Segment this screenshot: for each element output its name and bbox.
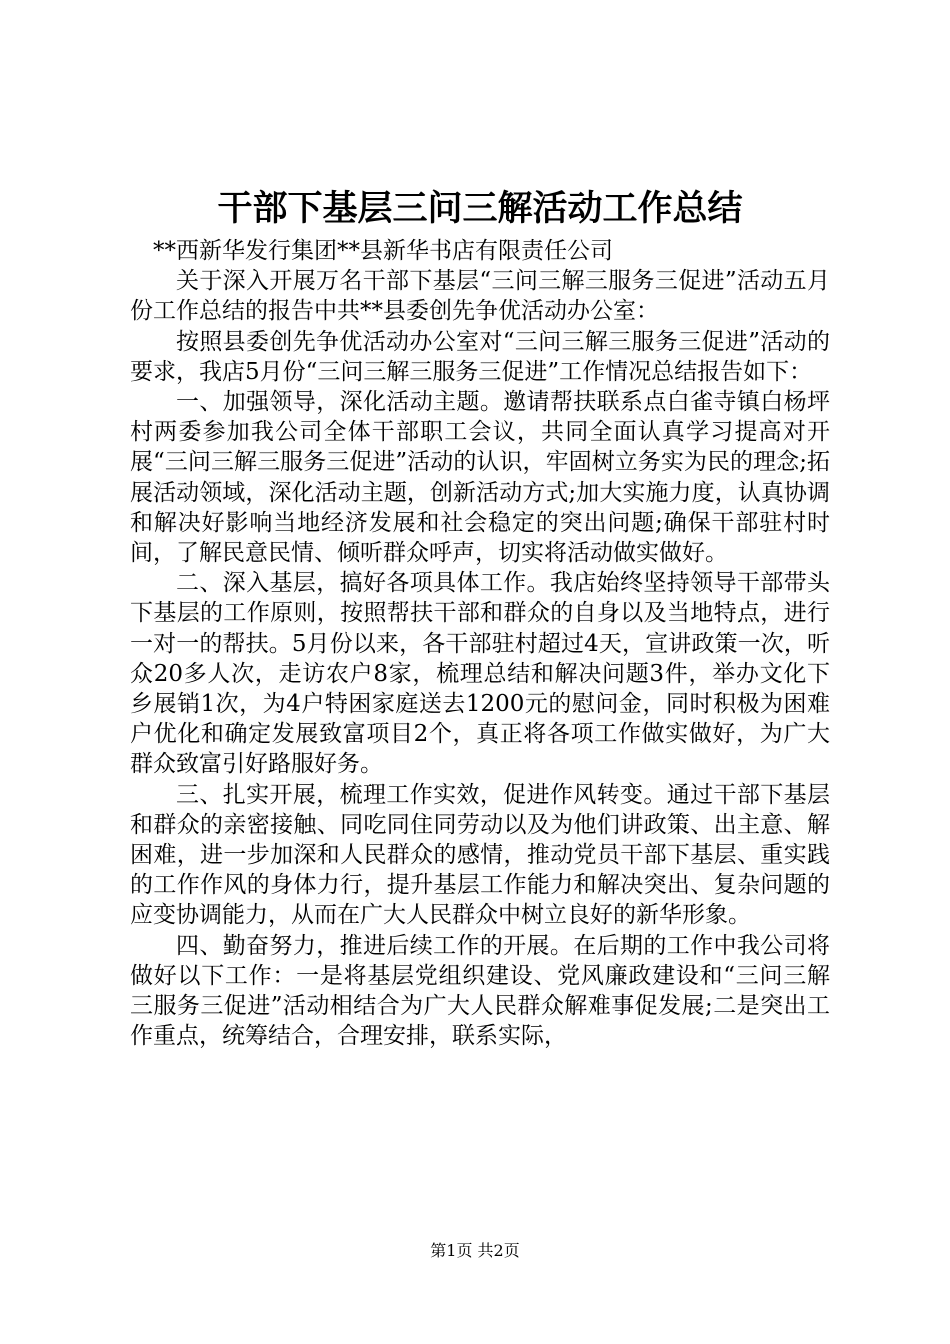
paragraph-report-heading: 关于深入开展万名干部下基层“三问三解三服务三促进”活动五月份工作总结的报告中共**县委创先争优活动办公室： (130, 268, 830, 325)
paragraph-section-3: 三、扎实开展，梳理工作实效，促进作风转变。通过干部下基层和群众的亲密接触、同吃同住同劳动以及为他们讲政策、出主意、解困难，进一步加深和人民群众的感情，推动党员干部下基层、重实践的工作作风的身体力行，提升基层工作能力和解决突出、复杂问题的应变协调能力，从而在广大人民群众中树立良好的新华形象。 (130, 781, 830, 929)
page-footer: 第1页 共2页 (430, 1241, 520, 1260)
document-title: 干部下基层三问三解活动工作总结 (217, 188, 743, 229)
paragraph-section-4: 四、勤奋努力，推进后续工作的开展。在后期的工作中我公司将做好以下工作：一是将基层党组织建设、党风廉政建设和“三问三解三服务三促进”活动相结合为广大人民群众解难事促发展;二是突出工作重点，统筹结合，合理安排，联系实际， (130, 932, 830, 1050)
document-body (130, 236, 830, 1051)
document-page (130, 0, 830, 1344)
paragraph-section-1: 一、加强领导，深化活动主题。邀请帮扶联系点白雀寺镇白杨坪村两委参加我公司全体干部职工会议，共同全面认真学习提高对开展“三问三解三服务三促进”活动的认识，牢固树立务实为民的理念;拓展活动领域，深化活动主题，创新活动方式;加大实施力度，认真协调和解决好影响当地经济发展和社会稳定的突出问题;确保干部驻村时间，了解民意民情、倾听群众呼声，切实将活动做实做好。 (130, 389, 830, 567)
paragraph-intro: 按照县委创先争优活动办公室对“三问三解三服务三促进”活动的要求，我店5月份“三问三解三服务三促进”工作情况总结报告如下： (130, 328, 830, 385)
company-name: **西新华发行集团**县新华书店有限责任公司 (153, 238, 613, 264)
paragraph-section-2: 二、深入基层，搞好各项具体工作。我店始终坚持领导干部带头下基层的工作原则，按照帮扶干部和群众的自身以及当地特点，进行一对一的帮扶。5月份以来，各干部驻村超过4天，宣讲政策一次，听众20多人次，走访农户8家，梳理总结和解决问题3件，举办文化下乡展销1次，为4户特困家庭送去1200元的慰问金，同时积极为困难户优化和确定发展致富项目2个，真正将各项工作做实做好，为广大群众致富引好路服好务。 (130, 570, 830, 778)
